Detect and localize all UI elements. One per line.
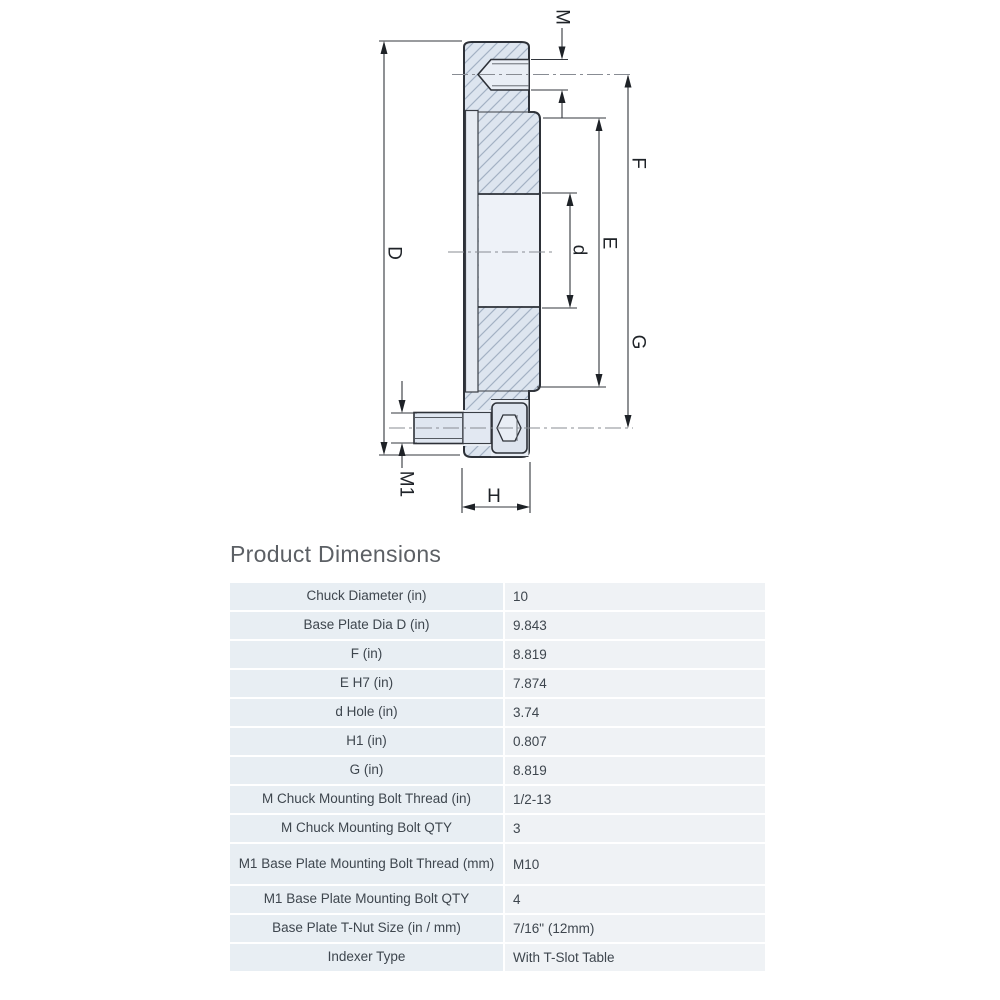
table-row bbox=[230, 944, 765, 971]
dim-label-M: M bbox=[551, 9, 573, 25]
table-row bbox=[230, 886, 765, 913]
table-row bbox=[230, 728, 765, 755]
plate-body bbox=[464, 42, 540, 457]
spec-label: Base Plate Dia D (in) bbox=[230, 612, 503, 639]
table-row bbox=[230, 815, 765, 842]
spec-value: 7/16" (12mm) bbox=[505, 915, 765, 942]
table-row bbox=[230, 670, 765, 697]
spec-value: M10 bbox=[505, 844, 765, 884]
dim-label-G: G bbox=[627, 334, 649, 350]
spec-value: 3.74 bbox=[505, 699, 765, 726]
spec-value: 9.843 bbox=[505, 612, 765, 639]
dim-label-E: E bbox=[598, 236, 620, 250]
table-row bbox=[230, 915, 765, 942]
spec-value: 3 bbox=[505, 815, 765, 842]
table-row bbox=[230, 844, 765, 884]
spec-value: 1/2-13 bbox=[505, 786, 765, 813]
spec-value: 10 bbox=[505, 583, 765, 610]
spec-label: H1 (in) bbox=[230, 728, 503, 755]
spec-label: M Chuck Mounting Bolt Thread (in) bbox=[230, 786, 503, 813]
register-strip bbox=[466, 111, 479, 393]
dim-label-d: d bbox=[568, 244, 590, 256]
spec-label: G (in) bbox=[230, 757, 503, 784]
spec-value: 0.807 bbox=[505, 728, 765, 755]
spec-table bbox=[230, 583, 765, 971]
section-title: Product Dimensions bbox=[230, 541, 442, 567]
dim-label-M1: M1 bbox=[395, 470, 417, 498]
spec-value: 4 bbox=[505, 886, 765, 913]
table-row bbox=[230, 786, 765, 813]
dim-label-F: F bbox=[627, 157, 649, 169]
center-bore bbox=[478, 194, 540, 307]
spec-label: d Hole (in) bbox=[230, 699, 503, 726]
product-dimensions-section bbox=[230, 541, 765, 973]
spec-label: M1 Base Plate Mounting Bolt Thread (mm) bbox=[230, 844, 503, 884]
spec-label: M1 Base Plate Mounting Bolt QTY bbox=[230, 886, 503, 913]
spec-label: M Chuck Mounting Bolt QTY bbox=[230, 815, 503, 842]
spec-label: E H7 (in) bbox=[230, 670, 503, 697]
spec-label: Indexer Type bbox=[230, 944, 503, 971]
spec-label: Base Plate T-Nut Size (in / mm) bbox=[230, 915, 503, 942]
spec-value: 8.819 bbox=[505, 641, 765, 668]
table-row bbox=[230, 583, 765, 610]
table-row bbox=[230, 612, 765, 639]
table-row bbox=[230, 641, 765, 668]
dim-label-D: D bbox=[383, 246, 405, 260]
table-row bbox=[230, 757, 765, 784]
spec-value: 7.874 bbox=[505, 670, 765, 697]
dim-label-H: H bbox=[487, 486, 501, 507]
spec-value: 8.819 bbox=[505, 757, 765, 784]
table-row bbox=[230, 699, 765, 726]
spec-label: Chuck Diameter (in) bbox=[230, 583, 503, 610]
spec-value: With T-Slot Table bbox=[505, 944, 765, 971]
spec-label: F (in) bbox=[230, 641, 503, 668]
